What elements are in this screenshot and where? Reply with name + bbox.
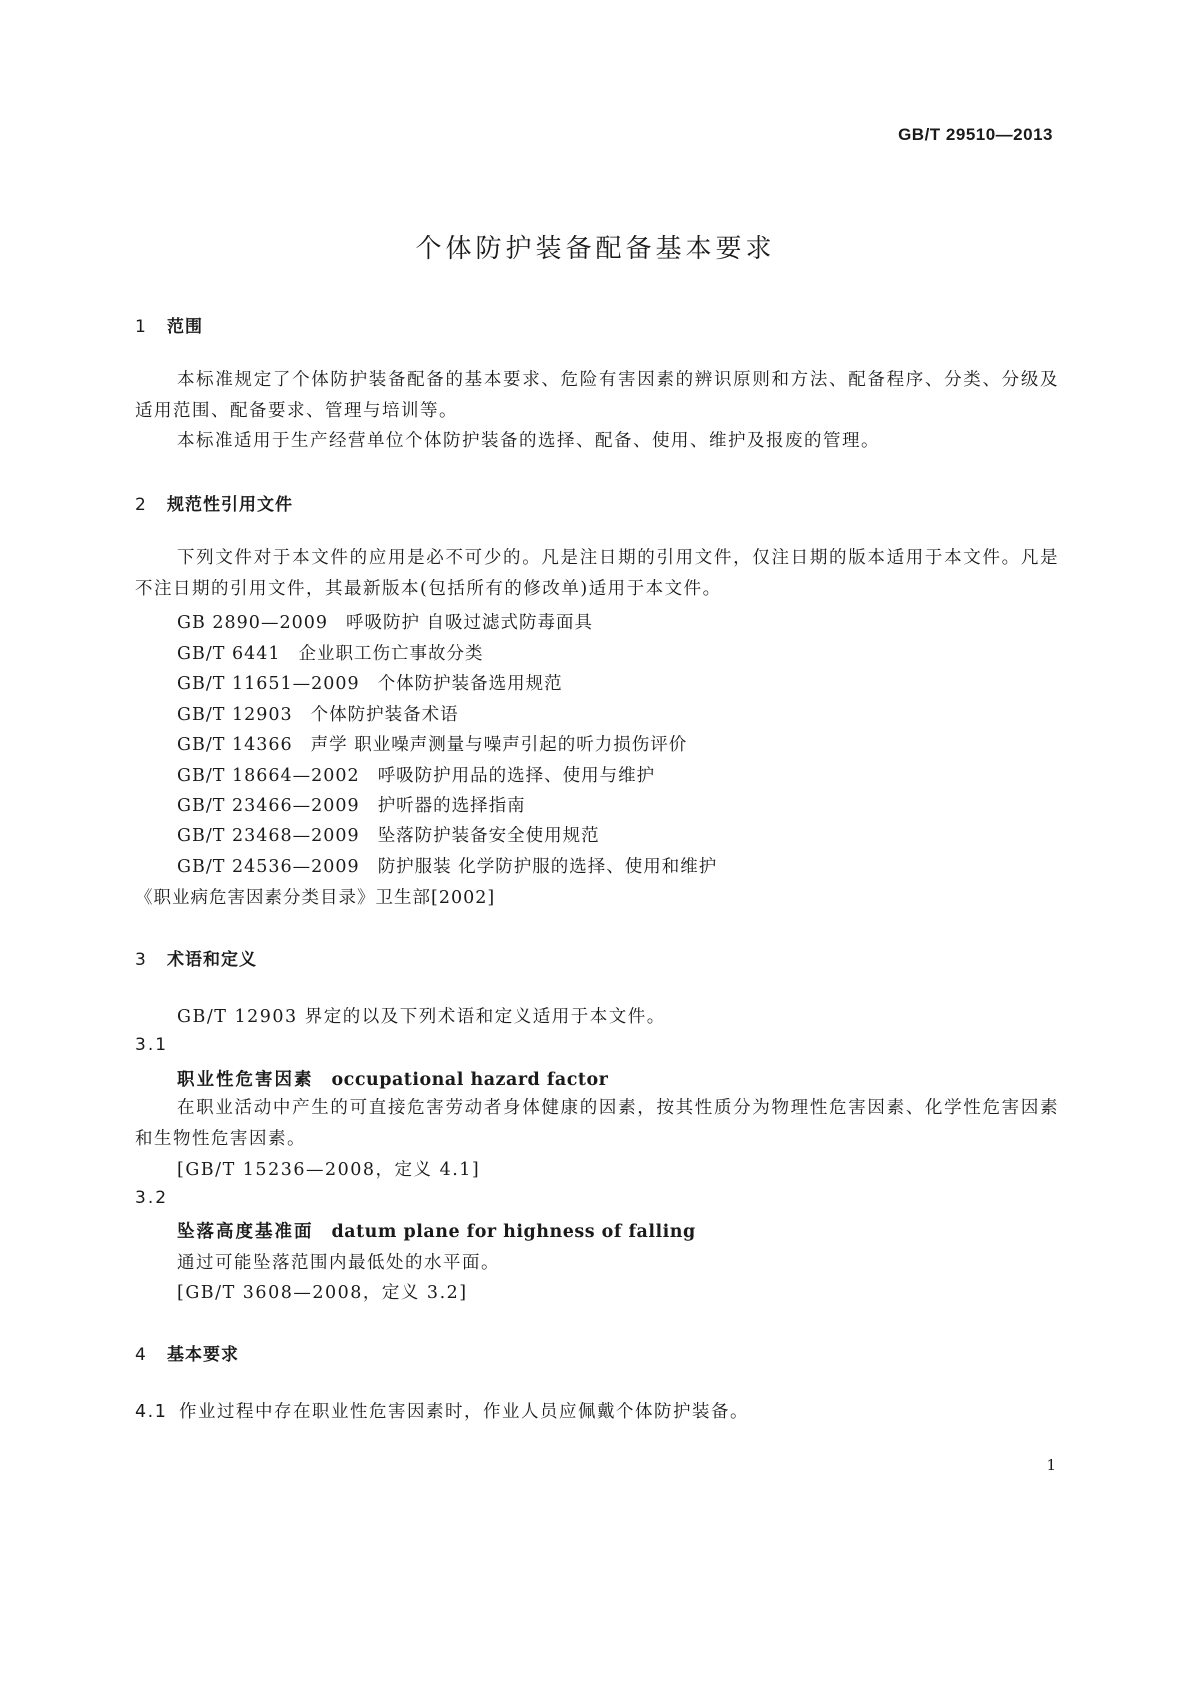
reference-item	[177, 792, 526, 817]
section-number: 1	[135, 317, 147, 337]
clause-4-1	[135, 1398, 749, 1423]
term-en: occupational hazard factor	[331, 1070, 609, 1090]
term-zh: 职业性危害因素	[177, 1070, 314, 1090]
reference-code: GB/T 14366	[177, 735, 293, 755]
section-1-paragraph-2: 本标准适用于生产经营单位个体防护装备的选择、配备、使用、维护及报废的管理。	[177, 431, 880, 451]
section-3-heading	[135, 945, 257, 970]
clause-number: 4.1	[135, 1402, 168, 1422]
section-title: 范围	[167, 317, 203, 337]
section-number: 2	[135, 495, 147, 515]
term-heading	[177, 1218, 696, 1243]
term-zh: 坠落高度基准面	[177, 1222, 314, 1242]
reference-item	[177, 701, 459, 726]
term-source: [GB/T 3608—2008，定义 3.2]	[177, 1283, 468, 1303]
term-en: datum plane for highness of falling	[331, 1222, 696, 1242]
reference-item	[177, 853, 717, 878]
section-number: 3	[135, 950, 147, 970]
term-source: [GB/T 15236—2008，定义 4.1]	[177, 1160, 481, 1180]
reference-code: GB/T 23468—2009	[177, 826, 360, 846]
reference-title: 个体防护装备术语	[310, 705, 459, 725]
reference-title: 声学 职业噪声测量与噪声引起的听力损伤评价	[310, 735, 688, 755]
reference-code: GB/T 24536—2009	[177, 857, 360, 877]
reference-item	[177, 731, 687, 756]
reference-title: 个体防护装备选用规范	[377, 674, 563, 694]
reference-title: 呼吸防护用品的选择、使用与维护	[377, 766, 656, 786]
reference-code: GB/T 11651—2009	[177, 674, 360, 694]
reference-title: 坠落防护装备安全使用规范	[377, 826, 600, 846]
section-4-heading	[135, 1340, 239, 1365]
term-heading	[177, 1066, 608, 1091]
reference-item	[177, 762, 655, 787]
reference-code: GB 2890—2009	[177, 613, 328, 633]
reference-code: GB/T 23466—2009	[177, 796, 360, 816]
reference-item	[177, 822, 600, 847]
reference-item-catalog: 《职业病危害因素分类目录》卫生部[2002]	[135, 888, 496, 908]
document-title: 个体防护装备配备基本要求	[415, 234, 776, 264]
reference-code: GB/T 18664—2002	[177, 766, 360, 786]
reference-title: 护听器的选择指南	[377, 796, 526, 816]
reference-title: 企业职工伤亡事故分类	[298, 644, 484, 664]
reference-title: 防护服装 化学防护服的选择、使用和维护	[377, 857, 718, 877]
reference-code: GB/T 6441	[177, 644, 281, 664]
section-1-paragraph-1: 本标准规定了个体防护装备配备的基本要求、危险有害因素的辨识原则和方法、配备程序、分类、分级及适用范围、配备要求、管理与培训等。	[135, 370, 1059, 421]
reference-code: GB/T 12903	[177, 705, 293, 725]
section-title: 规范性引用文件	[167, 495, 293, 515]
term-definition: 在职业活动中产生的可直接危害劳动者身体健康的因素，按其性质分为物理性危害因素、化学性危害因素和生物性危害因素。	[135, 1098, 1059, 1149]
section-2-heading	[135, 490, 293, 515]
page-number: 1	[1046, 1456, 1056, 1474]
clause-text: 作业过程中存在职业性危害因素时，作业人员应佩戴个体防护装备。	[179, 1402, 749, 1422]
section-2-paragraph-1: 下列文件对于本文件的应用是必不可少的。凡是注日期的引用文件，仅注日期的版本适用于本文件。凡是不注日期的引用文件，其最新版本(包括所有的修改单)适用于本文件。	[135, 548, 1059, 599]
term-number: 3.1	[135, 1035, 169, 1055]
reference-item	[177, 609, 593, 634]
section-title: 术语和定义	[167, 950, 257, 970]
standard-code: GB/T 29510—2013	[898, 125, 1053, 144]
reference-title: 呼吸防护 自吸过滤式防毒面具	[345, 613, 594, 633]
section-title: 基本要求	[167, 1345, 239, 1365]
term-definition: 通过可能坠落范围内最低处的水平面。	[177, 1253, 500, 1273]
term-number: 3.2	[135, 1188, 169, 1208]
section-3-intro: GB/T 12903 界定的以及下列术语和定义适用于本文件。	[177, 1007, 666, 1027]
reference-item	[177, 640, 484, 665]
reference-item	[177, 670, 563, 695]
section-number: 4	[135, 1345, 147, 1365]
section-1-heading	[135, 312, 203, 337]
